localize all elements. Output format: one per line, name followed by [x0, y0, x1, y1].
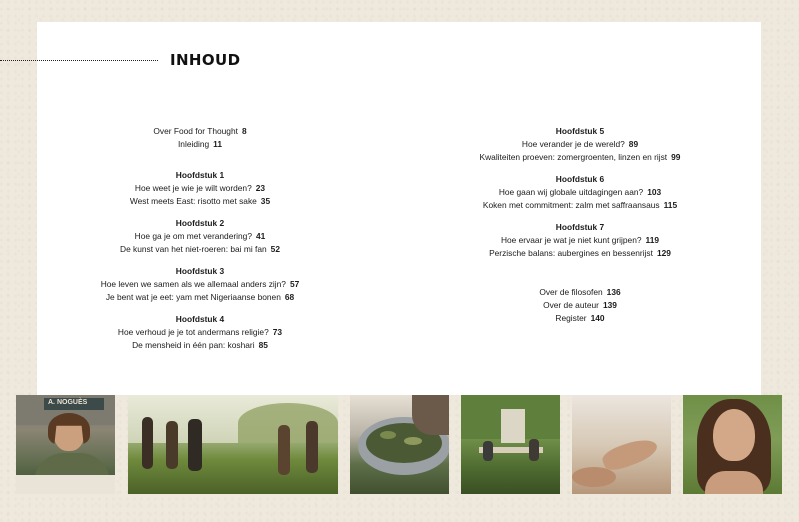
toc-entry[interactable]: Hoe gaan wij globale uitdagingen aan? 103	[498, 187, 662, 197]
heading-rule	[0, 60, 158, 61]
toc-left-column	[80, 125, 320, 352]
toc-entry[interactable]: West meets East: risotto met sake 35	[129, 196, 271, 206]
toc-entry[interactable]: Over Food for Thought 8	[153, 126, 247, 136]
toc-entry[interactable]: De kunst van het niet-roeren: bai mi fan 52	[120, 244, 280, 254]
toc-entry[interactable]: Register 140	[555, 313, 605, 323]
toc-entry[interactable]: Hoe leven we samen als we allemaal anders zijn? 57	[100, 279, 300, 289]
toc-entry[interactable]: Inleiding 11	[177, 139, 223, 149]
chapter-label: Hoofdstuk 1	[175, 170, 225, 180]
toc-entry[interactable]: Kwaliteiten proeven: zomergroenten, linzen en rijst 99	[479, 152, 681, 162]
chapter-label: Hoofdstuk 2	[175, 218, 225, 228]
chapter-label: Hoofdstuk 7	[555, 222, 605, 232]
toc-entry[interactable]: Over de filosofen 136	[539, 287, 621, 297]
chapter-label: Hoofdstuk 6	[555, 174, 605, 184]
toc-entry[interactable]: Je bent wat je eet: yam met Nigeriaanse bonen 68	[105, 292, 295, 302]
toc-entry[interactable]: Hoe verander je de wereld? 89	[521, 139, 639, 149]
toc-entry[interactable]: Hoe verhoud je je tot andermans religie? 73	[117, 327, 283, 337]
photo-woman-writing	[16, 395, 115, 494]
page-title: INHOUD	[170, 51, 241, 69]
chapter-label: Hoofdstuk 4	[175, 314, 225, 324]
toc-right-column	[430, 125, 730, 325]
photo-children-playing	[128, 395, 338, 494]
chapter-label: Hoofdstuk 3	[175, 266, 225, 276]
toc-entry[interactable]: Koken met commitment: zalm met saffraansaus 115	[482, 200, 678, 210]
photo-hands-gesture	[572, 395, 671, 494]
photo-cooking-pot	[350, 395, 449, 494]
chapter-label: Hoofdstuk 5	[555, 126, 605, 136]
shop-sign: A. NOGUÈS	[48, 399, 88, 406]
toc-entry[interactable]: Hoe weet je wie je wilt worden? 23	[134, 183, 266, 193]
photo-garden-table	[461, 395, 560, 494]
toc-entry[interactable]: De mensheid in één pan: koshari 85	[132, 340, 268, 350]
toc-entry[interactable]: Over de auteur 139	[543, 300, 617, 310]
toc-entry[interactable]: Perzische balans: aubergines en bessenrijst 129	[489, 248, 671, 258]
photo-woman-portrait	[683, 395, 782, 494]
toc-entry[interactable]: Hoe ga je om met verandering? 41	[134, 231, 266, 241]
toc-entry[interactable]: Hoe ervaar je wat je niet kunt grijpen? 119	[500, 235, 660, 245]
